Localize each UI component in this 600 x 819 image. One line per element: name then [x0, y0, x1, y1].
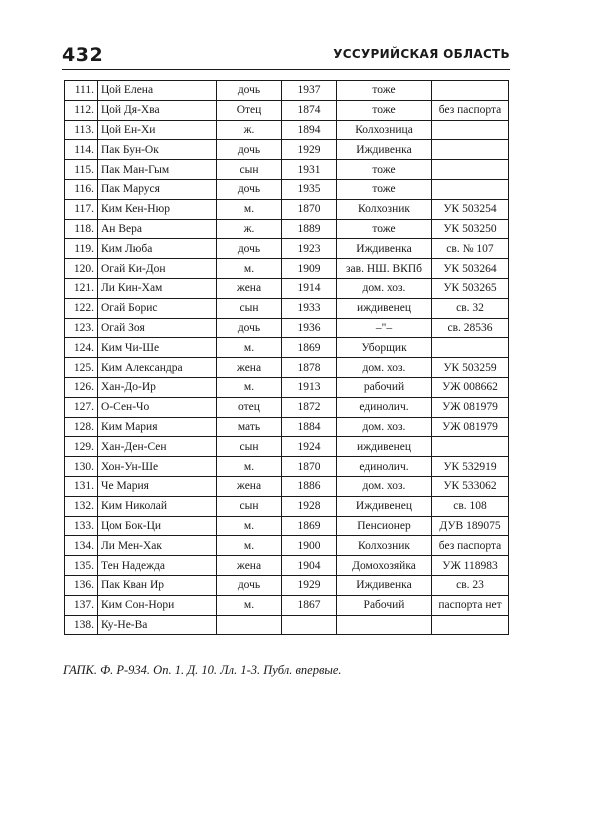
family-relation-cell: м. — [217, 457, 282, 477]
row-number-cell: 120. — [65, 259, 98, 279]
person-name-cell: О-Сен-Чо — [98, 397, 217, 417]
birth-year-cell: 1931 — [282, 160, 337, 180]
person-name-cell: Че Мария — [98, 476, 217, 496]
occupation-cell: Иждивенец — [337, 496, 432, 516]
family-relation-cell: сын — [217, 160, 282, 180]
occupation-cell: иждивенец — [337, 437, 432, 457]
document-number-cell: без паспорта — [432, 536, 509, 556]
family-relation-cell: сын — [217, 298, 282, 318]
person-name-cell: Пак Ман-Гым — [98, 160, 217, 180]
row-number-cell: 131. — [65, 476, 98, 496]
family-relation-cell: жена — [217, 358, 282, 378]
occupation-cell: дом. хоз. — [337, 476, 432, 496]
occupation-cell: единолич. — [337, 397, 432, 417]
family-relation-cell: м. — [217, 516, 282, 536]
family-relation-cell: дочь — [217, 575, 282, 595]
birth-year-cell: 1884 — [282, 417, 337, 437]
document-number-cell: УК 503264 — [432, 259, 509, 279]
person-name-cell: Огай Зоя — [98, 318, 217, 338]
person-name-cell: Ку-Не-Ва — [98, 615, 217, 635]
table-row — [65, 338, 509, 358]
family-relation-cell: м. — [217, 338, 282, 358]
row-number-cell: 122. — [65, 298, 98, 318]
document-number-cell — [432, 437, 509, 457]
row-number-cell: 115. — [65, 160, 98, 180]
table-row — [65, 377, 509, 397]
person-name-cell: Ким Чи-Ше — [98, 338, 217, 358]
person-name-cell: Ким Кен-Нюр — [98, 199, 217, 219]
row-number-cell: 114. — [65, 140, 98, 160]
occupation-cell: Колхозник — [337, 536, 432, 556]
table-row — [65, 239, 509, 259]
table-row — [65, 496, 509, 516]
table-row — [65, 219, 509, 239]
occupation-cell — [337, 615, 432, 635]
row-number-cell: 123. — [65, 318, 98, 338]
row-number-cell: 133. — [65, 516, 98, 536]
family-relation-cell: мать — [217, 417, 282, 437]
roster-table-body — [65, 81, 509, 635]
person-name-cell: Тен Надежда — [98, 556, 217, 576]
occupation-cell: Иждивенка — [337, 140, 432, 160]
document-number-cell: св. 108 — [432, 496, 509, 516]
occupation-cell: –"– — [337, 318, 432, 338]
document-number-cell: паспорта нет — [432, 595, 509, 615]
row-number-cell: 130. — [65, 457, 98, 477]
roster-table — [64, 80, 509, 635]
row-number-cell: 116. — [65, 179, 98, 199]
family-relation-cell: сын — [217, 437, 282, 457]
document-number-cell: УЖ 118983 — [432, 556, 509, 576]
occupation-cell: иждивенец — [337, 298, 432, 318]
document-number-cell — [432, 615, 509, 635]
occupation-cell: единолич. — [337, 457, 432, 477]
occupation-cell: Пенсионер — [337, 516, 432, 536]
person-name-cell: Хон-Ун-Ше — [98, 457, 217, 477]
birth-year-cell: 1914 — [282, 278, 337, 298]
birth-year-cell: 1874 — [282, 100, 337, 120]
family-relation-cell: м. — [217, 536, 282, 556]
occupation-cell: Рабочий — [337, 595, 432, 615]
document-number-cell: УК 503254 — [432, 199, 509, 219]
occupation-cell: зав. НШ. ВКПб — [337, 259, 432, 279]
birth-year-cell: 1900 — [282, 536, 337, 556]
family-relation-cell: м. — [217, 595, 282, 615]
occupation-cell: Иждивенка — [337, 239, 432, 259]
person-name-cell: Пак Бун-Ок — [98, 140, 217, 160]
row-number-cell: 134. — [65, 536, 98, 556]
person-name-cell: Цой Дя-Хва — [98, 100, 217, 120]
table-row — [65, 278, 509, 298]
row-number-cell: 118. — [65, 219, 98, 239]
birth-year-cell: 1923 — [282, 239, 337, 259]
family-relation-cell: дочь — [217, 81, 282, 101]
person-name-cell: Ким Александра — [98, 358, 217, 378]
person-name-cell: Ким Сон-Нори — [98, 595, 217, 615]
table-row — [65, 199, 509, 219]
document-number-cell: УК 503250 — [432, 219, 509, 239]
birth-year-cell: 1869 — [282, 516, 337, 536]
occupation-cell: тоже — [337, 219, 432, 239]
person-name-cell: Ким Николай — [98, 496, 217, 516]
person-name-cell: Цой Елена — [98, 81, 217, 101]
birth-year-cell: 1878 — [282, 358, 337, 378]
birth-year-cell: 1933 — [282, 298, 337, 318]
table-row — [65, 437, 509, 457]
table-row — [65, 81, 509, 101]
family-relation-cell: дочь — [217, 179, 282, 199]
document-number-cell: УЖ 081979 — [432, 397, 509, 417]
table-row — [65, 575, 509, 595]
occupation-cell: Иждивенка — [337, 575, 432, 595]
table-row — [65, 318, 509, 338]
table-row — [65, 179, 509, 199]
source-citation: ГАПК. Ф. Р-934. Оп. 1. Д. 10. Лл. 1-3. Публ. впервые. — [63, 663, 342, 677]
row-number-cell: 135. — [65, 556, 98, 576]
row-number-cell: 112. — [65, 100, 98, 120]
person-name-cell: Цой Ен-Хи — [98, 120, 217, 140]
table-row — [65, 556, 509, 576]
occupation-cell: дом. хоз. — [337, 417, 432, 437]
family-relation-cell: жена — [217, 556, 282, 576]
document-number-cell: УК 533062 — [432, 476, 509, 496]
document-number-cell — [432, 160, 509, 180]
row-number-cell: 132. — [65, 496, 98, 516]
occupation-cell: рабочий — [337, 377, 432, 397]
person-name-cell: Ан Вера — [98, 219, 217, 239]
person-name-cell: Ким Мария — [98, 417, 217, 437]
family-relation-cell — [217, 615, 282, 635]
occupation-cell: дом. хоз. — [337, 278, 432, 298]
row-number-cell: 113. — [65, 120, 98, 140]
person-name-cell: Цом Бок-Ци — [98, 516, 217, 536]
birth-year-cell: 1870 — [282, 457, 337, 477]
family-relation-cell: сын — [217, 496, 282, 516]
family-relation-cell: жена — [217, 476, 282, 496]
person-name-cell: Пак Маруся — [98, 179, 217, 199]
family-relation-cell: м. — [217, 199, 282, 219]
document-number-cell — [432, 140, 509, 160]
family-relation-cell: жена — [217, 278, 282, 298]
document-number-cell — [432, 179, 509, 199]
occupation-cell: Уборщик — [337, 338, 432, 358]
row-number-cell: 137. — [65, 595, 98, 615]
birth-year-cell: 1909 — [282, 259, 337, 279]
table-row — [65, 595, 509, 615]
row-number-cell: 136. — [65, 575, 98, 595]
document-number-cell — [432, 81, 509, 101]
document-number-cell — [432, 120, 509, 140]
person-name-cell: Хан-До-Ир — [98, 377, 217, 397]
birth-year-cell — [282, 615, 337, 635]
family-relation-cell: м. — [217, 259, 282, 279]
table-row — [65, 120, 509, 140]
table-row — [65, 358, 509, 378]
birth-year-cell: 1886 — [282, 476, 337, 496]
row-number-cell: 138. — [65, 615, 98, 635]
row-number-cell: 111. — [65, 81, 98, 101]
row-number-cell: 128. — [65, 417, 98, 437]
occupation-cell: Домохозяйка — [337, 556, 432, 576]
birth-year-cell: 1937 — [282, 81, 337, 101]
document-number-cell: св. 32 — [432, 298, 509, 318]
birth-year-cell: 1929 — [282, 140, 337, 160]
row-number-cell: 117. — [65, 199, 98, 219]
occupation-cell: тоже — [337, 160, 432, 180]
page-header — [62, 44, 510, 66]
table-row — [65, 516, 509, 536]
document-number-cell: без паспорта — [432, 100, 509, 120]
occupation-cell: Колхозник — [337, 199, 432, 219]
family-relation-cell: дочь — [217, 239, 282, 259]
family-relation-cell: ж. — [217, 120, 282, 140]
row-number-cell: 125. — [65, 358, 98, 378]
birth-year-cell: 1924 — [282, 437, 337, 457]
family-relation-cell: ж. — [217, 219, 282, 239]
document-number-cell: УК 503265 — [432, 278, 509, 298]
row-number-cell: 129. — [65, 437, 98, 457]
row-number-cell: 121. — [65, 278, 98, 298]
person-name-cell: Огай Ки-Дон — [98, 259, 217, 279]
birth-year-cell: 1889 — [282, 219, 337, 239]
table-row — [65, 536, 509, 556]
document-number-cell: УЖ 008662 — [432, 377, 509, 397]
birth-year-cell: 1872 — [282, 397, 337, 417]
table-row — [65, 100, 509, 120]
table-row — [65, 457, 509, 477]
page-number: 432 — [62, 44, 104, 66]
occupation-cell: Колхозница — [337, 120, 432, 140]
person-name-cell: Пак Кван Ир — [98, 575, 217, 595]
occupation-cell: тоже — [337, 100, 432, 120]
family-relation-cell: Отец — [217, 100, 282, 120]
person-name-cell: Хан-Ден-Сен — [98, 437, 217, 457]
table-row — [65, 615, 509, 635]
birth-year-cell: 1929 — [282, 575, 337, 595]
table-row — [65, 476, 509, 496]
document-number-cell: св. 28536 — [432, 318, 509, 338]
birth-year-cell: 1928 — [282, 496, 337, 516]
family-relation-cell: м. — [217, 377, 282, 397]
row-number-cell: 119. — [65, 239, 98, 259]
family-relation-cell: отец — [217, 397, 282, 417]
birth-year-cell: 1936 — [282, 318, 337, 338]
family-relation-cell: дочь — [217, 318, 282, 338]
birth-year-cell: 1935 — [282, 179, 337, 199]
document-number-cell: св. 23 — [432, 575, 509, 595]
birth-year-cell: 1869 — [282, 338, 337, 358]
birth-year-cell: 1894 — [282, 120, 337, 140]
birth-year-cell: 1904 — [282, 556, 337, 576]
document-number-cell: УЖ 081979 — [432, 417, 509, 437]
document-number-cell: св. № 107 — [432, 239, 509, 259]
table-row — [65, 417, 509, 437]
document-number-cell: УК 503259 — [432, 358, 509, 378]
document-number-cell: УК 532919 — [432, 457, 509, 477]
person-name-cell: Ли Кин-Хам — [98, 278, 217, 298]
document-number-cell: ДУВ 189075 — [432, 516, 509, 536]
person-name-cell: Ли Мен-Хак — [98, 536, 217, 556]
occupation-cell: дом. хоз. — [337, 358, 432, 378]
birth-year-cell: 1870 — [282, 199, 337, 219]
occupation-cell: тоже — [337, 81, 432, 101]
person-name-cell: Огай Борис — [98, 298, 217, 318]
table-row — [65, 298, 509, 318]
family-relation-cell: дочь — [217, 140, 282, 160]
document-number-cell — [432, 338, 509, 358]
row-number-cell: 127. — [65, 397, 98, 417]
row-number-cell: 126. — [65, 377, 98, 397]
table-row — [65, 259, 509, 279]
table-row — [65, 140, 509, 160]
row-number-cell: 124. — [65, 338, 98, 358]
person-name-cell: Ким Люба — [98, 239, 217, 259]
header-rule — [62, 69, 510, 70]
table-row — [65, 160, 509, 180]
occupation-cell: тоже — [337, 179, 432, 199]
table-row — [65, 397, 509, 417]
birth-year-cell: 1913 — [282, 377, 337, 397]
running-title: УССУРИЙСКАЯ ОБЛАСТЬ — [333, 47, 510, 61]
birth-year-cell: 1867 — [282, 595, 337, 615]
